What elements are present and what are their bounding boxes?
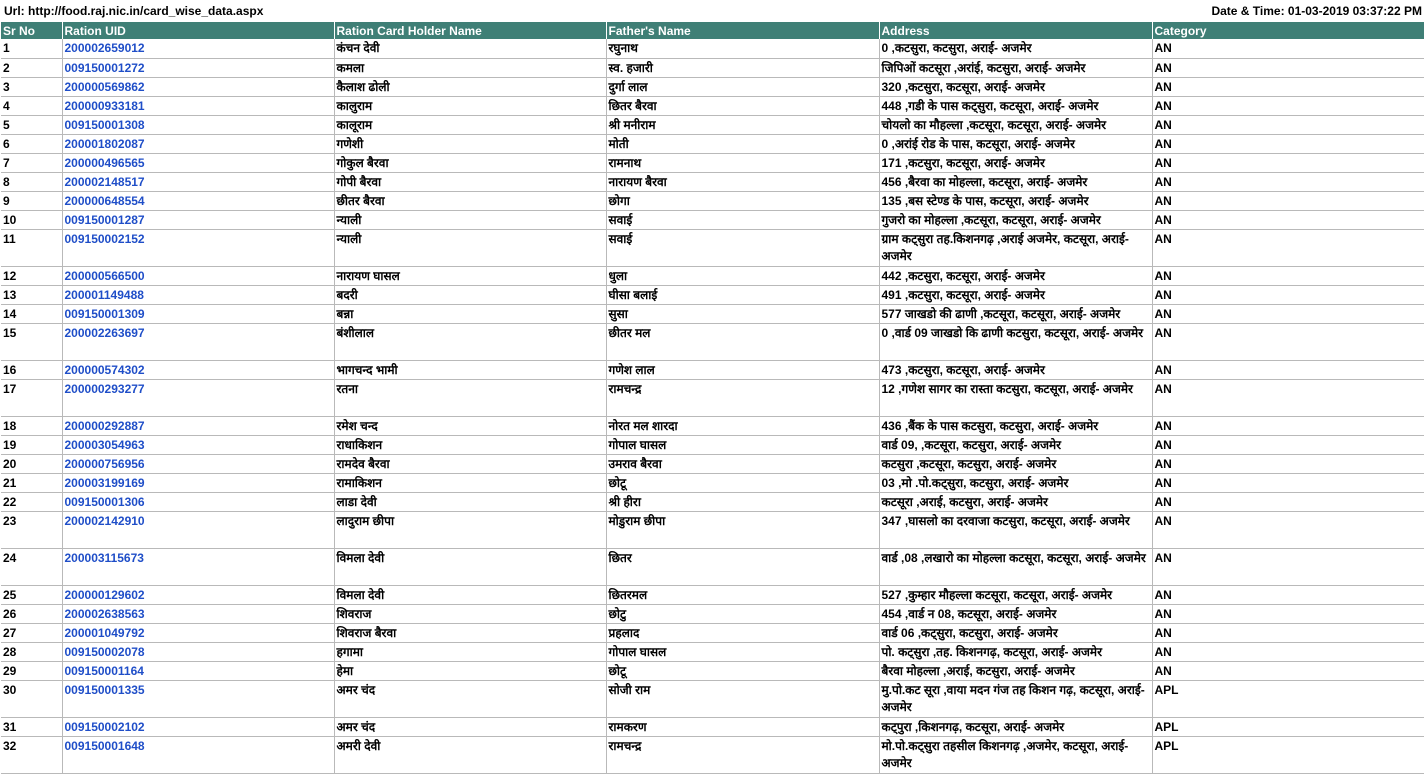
cell-holder-name: लाडा देवी (334, 492, 606, 511)
table-row (1, 416, 1424, 435)
cell-category: AN (1152, 153, 1424, 172)
cell-holder-name: कैलाश ढोली (334, 77, 606, 96)
page-url: Url: http://food.raj.nic.in/card_wise_data.aspx (4, 4, 264, 18)
cell-father-name: धुला (606, 266, 879, 285)
cell-father-name: छोटू (606, 473, 879, 492)
ration-uid-link[interactable]: 200003199169 (64, 475, 145, 490)
cell-holder-name: कंचन देवी (334, 39, 606, 58)
cell-sr-no: 2 (1, 58, 62, 77)
cell-address: गुजरो का मोहल्ला ,कटसूरा, कटसूरा, अराई- अजमेर (879, 210, 1152, 229)
table-row (1, 680, 1424, 717)
cell-sr-no: 29 (1, 661, 62, 680)
table-row (1, 172, 1424, 191)
cell-father-name: श्री हीरा (606, 492, 879, 511)
cell-address: 0 ,अरांई रोड के पास, कटसूरा, अराई- अजमेर (879, 134, 1152, 153)
cell-father-name: उमराव बैरवा (606, 454, 879, 473)
cell-sr-no: 11 (1, 229, 62, 266)
cell-address: मो.पो.कट्सुरा तहसील किशनगढ़ ,अजमेर, कटसूरा, अराई- अजमेर (879, 736, 1152, 773)
cell-sr-no: 10 (1, 210, 62, 229)
cell-category: AN (1152, 134, 1424, 153)
cell-ration-uid (62, 304, 334, 323)
col-header-address: Address (879, 22, 1152, 39)
cell-address: 473 ,कटसुरा, कटसूरा, अराई- अजमेर (879, 360, 1152, 379)
cell-category: AN (1152, 473, 1424, 492)
cell-ration-uid (62, 191, 334, 210)
cell-address: कटसुरा ,कटसूरा, कटसुरा, अराई- अजमेर (879, 454, 1152, 473)
cell-address: 491 ,कटसुरा, कटसूरा, अराई- अजमेर (879, 285, 1152, 304)
cell-category: AN (1152, 360, 1424, 379)
table-row (1, 153, 1424, 172)
cell-address: 03 ,मो .पो.कट्सुरा, कटसुरा, अराई- अजमेर (879, 473, 1152, 492)
cell-sr-no: 26 (1, 604, 62, 623)
cell-sr-no: 23 (1, 511, 62, 548)
cell-sr-no: 27 (1, 623, 62, 642)
cell-ration-uid (62, 58, 334, 77)
cell-address: पो. कट्सुरा ,तह. किशनगढ़, कटसूरा, अराई- अजमेर (879, 642, 1152, 661)
ration-uid-link[interactable]: 009150001272 (64, 60, 145, 75)
table-row (1, 58, 1424, 77)
ration-uid-link[interactable]: 200003115673 (64, 550, 144, 565)
cell-address: 527 ,कुम्हार मौहल्ला कटसूरा, कटसूरा, अराई- अजमेर (879, 585, 1152, 604)
ration-uid-link[interactable]: 200000496565 (64, 155, 145, 170)
ration-uid-link[interactable]: 200000566500 (64, 268, 145, 283)
cell-category: APL (1152, 717, 1424, 736)
col-header-father-name: Father's Name (606, 22, 879, 39)
col-header-sr-no: Sr No (1, 22, 62, 39)
cell-sr-no: 31 (1, 717, 62, 736)
ration-uid-link[interactable]: 200002263697 (64, 325, 145, 340)
cell-ration-uid (62, 642, 334, 661)
table-header (1, 22, 1424, 39)
cell-holder-name: रामाकिशन (334, 473, 606, 492)
cell-address: जिपिओं कटसूरा ,अरांई, कटसुरा, अराई- अजमेर (879, 58, 1152, 77)
cell-holder-name: शिवराज (334, 604, 606, 623)
cell-holder-name: अमरी देवी (334, 736, 606, 773)
table-row (1, 604, 1424, 623)
cell-category: AN (1152, 511, 1424, 548)
ration-uid-link[interactable]: 200000756956 (64, 456, 145, 471)
ration-uid-link[interactable]: 200003054963 (64, 437, 145, 452)
header-row (1, 22, 1424, 39)
cell-address: 171 ,कटसुरा, कटसूरा, अराई- अजमेर (879, 153, 1152, 172)
cell-category: AN (1152, 285, 1424, 304)
cell-address: 442 ,कटसुरा, कटसूरा, अराई- अजमेर (879, 266, 1152, 285)
cell-address: कट्पुरा ,किशनगढ़, कटसूरा, अराई- अजमेर (879, 717, 1152, 736)
cell-father-name: गोपाल घासल (606, 435, 879, 454)
cell-category: AN (1152, 229, 1424, 266)
cell-father-name: छितर (606, 548, 879, 585)
cell-ration-uid (62, 548, 334, 585)
cell-address: ग्राम कट्सुरा तह.किशनगढ़ ,अराई अजमेर, कटसूरा, अराई- अजमेर (879, 229, 1152, 266)
cell-ration-uid (62, 210, 334, 229)
cell-father-name: दुर्गा लाल (606, 77, 879, 96)
table-row (1, 304, 1424, 323)
cell-holder-name: छीतर बैरवा (334, 191, 606, 210)
cell-holder-name: रामदेव बैरवा (334, 454, 606, 473)
cell-sr-no: 25 (1, 585, 62, 604)
ration-uid-link[interactable]: 200000129602 (64, 587, 145, 602)
cell-holder-name: न्याली (334, 210, 606, 229)
cell-sr-no: 8 (1, 172, 62, 191)
table-row (1, 548, 1424, 585)
cell-ration-uid (62, 39, 334, 58)
cell-ration-uid (62, 323, 334, 360)
cell-category: AN (1152, 416, 1424, 435)
table-row (1, 454, 1424, 473)
cell-address: 0 ,वार्ड 09 जाखडो कि ढाणी कटसुरा, कटसूरा, अराई- अजमेर (879, 323, 1152, 360)
cell-father-name: गणेश लाल (606, 360, 879, 379)
ration-uid-link[interactable]: 200000574302 (64, 362, 145, 377)
cell-ration-uid (62, 736, 334, 773)
cell-holder-name: अमर चंद (334, 717, 606, 736)
cell-address: 0 ,कटसुरा, कटसुरा, अराई- अजमेर (879, 39, 1152, 58)
col-header-category: Category (1152, 22, 1424, 39)
cell-sr-no: 16 (1, 360, 62, 379)
ration-uid-link[interactable]: 009150001335 (64, 682, 145, 697)
cell-category: AN (1152, 642, 1424, 661)
cell-category: AN (1152, 623, 1424, 642)
cell-father-name: सुसा (606, 304, 879, 323)
cell-ration-uid (62, 492, 334, 511)
cell-category: AN (1152, 661, 1424, 680)
table-row (1, 492, 1424, 511)
cell-holder-name: कमला (334, 58, 606, 77)
cell-category: APL (1152, 680, 1424, 717)
cell-sr-no: 7 (1, 153, 62, 172)
cell-category: AN (1152, 115, 1424, 134)
cell-address: वार्ड 06 ,कट्सुरा, कटसुरा, अराई- अजमेर (879, 623, 1152, 642)
cell-holder-name: हगामा (334, 642, 606, 661)
cell-ration-uid (62, 266, 334, 285)
cell-holder-name: विमला देवी (334, 585, 606, 604)
cell-father-name: मोती (606, 134, 879, 153)
cell-holder-name: रमेश चन्द (334, 416, 606, 435)
cell-sr-no: 4 (1, 96, 62, 115)
cell-address: 454 ,वार्ड न 08, कटसूरा, अराई- अजमेर (879, 604, 1152, 623)
col-header-ration-uid: Ration UID (62, 22, 334, 39)
table-row (1, 360, 1424, 379)
ration-uid-link[interactable]: 200000292887 (64, 418, 145, 433)
cell-category: APL (1152, 736, 1424, 773)
cell-father-name: छोगा (606, 191, 879, 210)
cell-address: मु.पो.कट सूरा ,वाया मदन गंज तह किशन गढ़, कटसूरा, अराई- अजमेर (879, 680, 1152, 717)
cell-father-name: सवाई (606, 229, 879, 266)
cell-category: AN (1152, 266, 1424, 285)
cell-father-name: छितरमल (606, 585, 879, 604)
cell-sr-no: 19 (1, 435, 62, 454)
cell-holder-name: बन्ना (334, 304, 606, 323)
cell-ration-uid (62, 604, 334, 623)
cell-holder-name: विमला देवी (334, 548, 606, 585)
cell-sr-no: 24 (1, 548, 62, 585)
cell-sr-no: 13 (1, 285, 62, 304)
cell-category: AN (1152, 172, 1424, 191)
table-row (1, 323, 1424, 360)
cell-sr-no: 21 (1, 473, 62, 492)
cell-holder-name: कालुराम (334, 96, 606, 115)
cell-holder-name: गणेशी (334, 134, 606, 153)
col-header-holder-name: Ration Card Holder Name (334, 22, 606, 39)
page-header (0, 0, 1424, 22)
cell-ration-uid (62, 360, 334, 379)
cell-address: 577 जाखडो की ढाणी ,कटसूरा, कटसूरा, अराई- अजमेर (879, 304, 1152, 323)
table-row (1, 210, 1424, 229)
table-row (1, 585, 1424, 604)
cell-sr-no: 14 (1, 304, 62, 323)
cell-ration-uid (62, 680, 334, 717)
table-row (1, 134, 1424, 153)
cell-category: AN (1152, 454, 1424, 473)
cell-holder-name: गोकुल बैरवा (334, 153, 606, 172)
cell-ration-uid (62, 623, 334, 642)
cell-holder-name: बंशीलाल (334, 323, 606, 360)
cell-holder-name: राधाकिशन (334, 435, 606, 454)
ration-uid-link[interactable]: 009150002152 (64, 231, 145, 246)
ration-uid-link[interactable]: 009150002102 (64, 719, 145, 734)
ration-uid-link[interactable]: 200001149488 (64, 287, 144, 302)
cell-father-name: स्व. हजारी (606, 58, 879, 77)
report-datetime: Date & Time: 01-03-2019 03:37:22 PM (1211, 4, 1422, 18)
table-row (1, 736, 1424, 773)
cell-category: AN (1152, 77, 1424, 96)
cell-sr-no: 15 (1, 323, 62, 360)
table-row (1, 115, 1424, 134)
ration-uid-link[interactable]: 200000569862 (64, 79, 145, 94)
cell-father-name: सोजी राम (606, 680, 879, 717)
cell-holder-name: नारायण घासल (334, 266, 606, 285)
table-row (1, 717, 1424, 736)
cell-ration-uid (62, 454, 334, 473)
cell-ration-uid (62, 379, 334, 416)
cell-sr-no: 9 (1, 191, 62, 210)
cell-sr-no: 5 (1, 115, 62, 134)
table-row (1, 435, 1424, 454)
cell-father-name: घीसा बलाई (606, 285, 879, 304)
cell-sr-no: 12 (1, 266, 62, 285)
cell-father-name: नारायण बैरवा (606, 172, 879, 191)
cell-father-name: मोडुराम छीपा (606, 511, 879, 548)
cell-category: AN (1152, 585, 1424, 604)
cell-address: वार्ड 09, ,कटसूरा, कटसुरा, अराई- अजमेर (879, 435, 1152, 454)
ration-uid-link[interactable]: 009150001306 (64, 494, 145, 509)
ration-uid-link[interactable]: 200002148517 (64, 174, 145, 189)
cell-ration-uid (62, 416, 334, 435)
ration-uid-link[interactable]: 200000933181 (64, 98, 145, 113)
cell-sr-no: 1 (1, 39, 62, 58)
cell-father-name: प्रहलाद (606, 623, 879, 642)
cell-father-name: श्री मनीराम (606, 115, 879, 134)
cell-father-name: रामचन्द्र (606, 736, 879, 773)
cell-sr-no: 18 (1, 416, 62, 435)
cell-category: AN (1152, 492, 1424, 511)
ration-uid-link[interactable]: 009150001164 (64, 663, 144, 678)
cell-holder-name: कालूराम (334, 115, 606, 134)
cell-sr-no: 20 (1, 454, 62, 473)
cell-father-name: सवाई (606, 210, 879, 229)
cell-ration-uid (62, 285, 334, 304)
ration-uid-link[interactable]: 009150002078 (64, 644, 145, 659)
cell-ration-uid (62, 435, 334, 454)
cell-father-name: गोपाल घासल (606, 642, 879, 661)
cell-ration-uid (62, 473, 334, 492)
ration-uid-link[interactable]: 200001802087 (64, 136, 145, 151)
cell-category: AN (1152, 435, 1424, 454)
cell-holder-name: न्याली (334, 229, 606, 266)
cell-category: AN (1152, 210, 1424, 229)
ration-uid-link[interactable]: 200002659012 (64, 41, 145, 55)
cell-category: AN (1152, 379, 1424, 416)
cell-father-name: छोटु (606, 604, 879, 623)
cell-sr-no: 32 (1, 736, 62, 773)
table-row (1, 511, 1424, 548)
cell-ration-uid (62, 585, 334, 604)
cell-address: 436 ,बैंक के पास कटसुरा, कटसुरा, अराई- अजमेर (879, 416, 1152, 435)
cell-holder-name: शिवराज बैरवा (334, 623, 606, 642)
table-row (1, 623, 1424, 642)
cell-category: AN (1152, 96, 1424, 115)
cell-ration-uid (62, 77, 334, 96)
cell-father-name: रामनाथ (606, 153, 879, 172)
cell-ration-uid (62, 115, 334, 134)
cell-father-name: छोटू (606, 661, 879, 680)
cell-ration-uid (62, 153, 334, 172)
table-row (1, 77, 1424, 96)
cell-address: 135 ,बस स्टेण्ड के पास, कटसूरा, अराई- अजमेर (879, 191, 1152, 210)
cell-address: बैरवा मोहल्ला ,अराई, कटसुरा, अराई- अजमेर (879, 661, 1152, 680)
cell-sr-no: 6 (1, 134, 62, 153)
cell-ration-uid (62, 96, 334, 115)
cell-father-name: नोरत मल शारदा (606, 416, 879, 435)
cell-holder-name: बदरी (334, 285, 606, 304)
cell-category: AN (1152, 191, 1424, 210)
cell-address: चोयलो का मौहल्ला ,कटसूरा, कटसूरा, अराई- अजमेर (879, 115, 1152, 134)
cell-ration-uid (62, 172, 334, 191)
cell-father-name: रामचन्द्र (606, 379, 879, 416)
ration-uid-link[interactable]: 200002638563 (64, 606, 145, 621)
cell-sr-no: 3 (1, 77, 62, 96)
cell-address: 12 ,गणेश सागर का रास्ता कटसुरा, कटसूरा, अराई- अजमेर (879, 379, 1152, 416)
cell-category: AN (1152, 548, 1424, 585)
ration-uid-link[interactable]: 009150001308 (64, 117, 145, 132)
cell-ration-uid (62, 511, 334, 548)
ration-uid-link[interactable]: 200000293277 (64, 381, 145, 396)
cell-address: वार्ड ,08 ,लखारो का मोहल्ला कटसूरा, कटसूरा, अराई- अजमेर (879, 548, 1152, 585)
table-row (1, 661, 1424, 680)
ration-uid-link[interactable]: 009150001648 (64, 738, 145, 753)
cell-holder-name: गोपी बैरवा (334, 172, 606, 191)
cell-father-name: छितर बैरवा (606, 96, 879, 115)
cell-sr-no: 28 (1, 642, 62, 661)
ration-uid-link[interactable]: 009150001287 (64, 212, 145, 227)
cell-category: AN (1152, 604, 1424, 623)
cell-holder-name: लादुराम छीपा (334, 511, 606, 548)
cell-holder-name: भागचन्द भामी (334, 360, 606, 379)
cell-sr-no: 17 (1, 379, 62, 416)
cell-sr-no: 30 (1, 680, 62, 717)
cell-father-name: रघुनाथ (606, 39, 879, 58)
table-row (1, 39, 1424, 58)
cell-father-name: रामकरण (606, 717, 879, 736)
cell-ration-uid (62, 717, 334, 736)
cell-address: 456 ,बैरवा का मोहल्ला, कटसूरा, अराई- अजमेर (879, 172, 1152, 191)
cell-holder-name: रतना (334, 379, 606, 416)
table-row (1, 191, 1424, 210)
cell-ration-uid (62, 229, 334, 266)
cell-ration-uid (62, 661, 334, 680)
table-row (1, 266, 1424, 285)
table-row (1, 379, 1424, 416)
table-row (1, 285, 1424, 304)
ration-uid-link[interactable]: 200002142910 (64, 513, 145, 528)
table-row (1, 229, 1424, 266)
table-body (1, 39, 1424, 773)
ration-uid-link[interactable]: 009150001309 (64, 306, 145, 321)
cell-category: AN (1152, 39, 1424, 58)
cell-category: AN (1152, 304, 1424, 323)
ration-uid-link[interactable]: 200001049792 (64, 625, 145, 640)
cell-sr-no: 22 (1, 492, 62, 511)
cell-address: 320 ,कटसुरा, कटसूरा, अराई- अजमेर (879, 77, 1152, 96)
cell-holder-name: अमर चंद (334, 680, 606, 717)
cell-address: 347 ,घासलो का दरवाजा कटसुरा, कटसूरा, अराई- अजमेर (879, 511, 1152, 548)
cell-category: AN (1152, 323, 1424, 360)
cell-address: 448 ,गडी के पास कट्सुरा, कटसूरा, अराई- अजमेर (879, 96, 1152, 115)
cell-holder-name: हेमा (334, 661, 606, 680)
cell-address: कटसूरा ,अराई, कटसुरा, अराई- अजमेर (879, 492, 1152, 511)
cell-category: AN (1152, 58, 1424, 77)
table-row (1, 473, 1424, 492)
table-row (1, 96, 1424, 115)
ration-card-table (1, 22, 1424, 774)
cell-father-name: छीतर मल (606, 323, 879, 360)
cell-ration-uid (62, 134, 334, 153)
table-row (1, 642, 1424, 661)
ration-uid-link[interactable]: 200000648554 (64, 193, 145, 208)
